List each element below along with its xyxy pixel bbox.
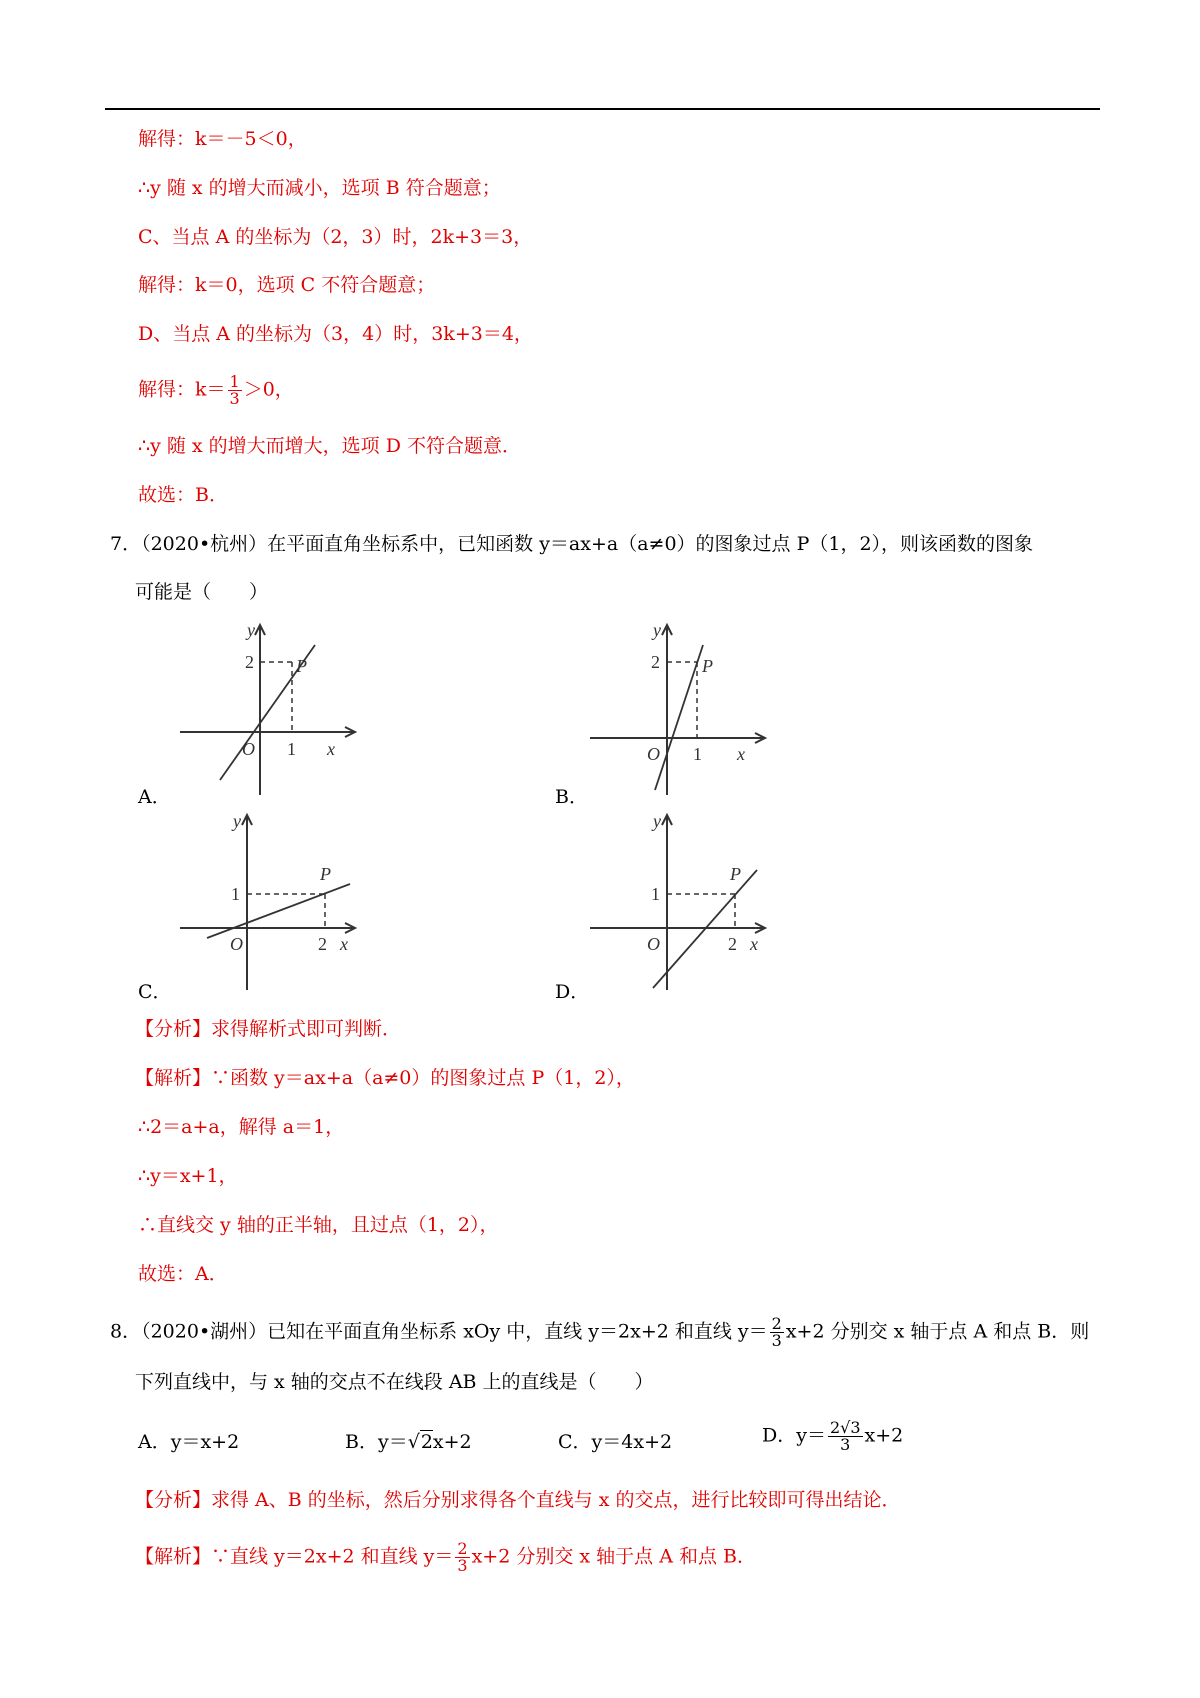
q8-solution-line-1 <box>135 1541 756 1574</box>
q7-solution-line-5: 故选：A． <box>138 1263 228 1285</box>
frac-den: 3 <box>771 1331 782 1350</box>
q6-solution-line-4: 解得：k＝0，选项 C 不符合题意； <box>138 274 436 296</box>
frac-num: 2√3 <box>829 1418 861 1437</box>
fraction-two-thirds <box>770 1316 784 1349</box>
q7-option-a-label[interactable]: A． <box>138 786 171 808</box>
q6-solution-line-2: ∴y 随 x 的增大而减小，选项 B 符合题意； <box>138 177 501 199</box>
sqrt-symbol: √ <box>407 1431 420 1453</box>
header-rule <box>105 108 1100 110</box>
axis-x-label: x <box>750 934 758 954</box>
sqrt-radicand: 2 <box>420 1431 433 1453</box>
axis-x-label: x <box>327 739 335 759</box>
q8-option-b[interactable] <box>345 1428 472 1456</box>
point-label: P <box>730 864 741 884</box>
q7-analysis: 【分析】求得解析式即可判断． <box>135 1018 402 1040</box>
q6-solution-line-7: ∴y 随 x 的增大而增大，选项 D 不符合题意． <box>138 435 521 457</box>
q6-solution-line-5: D、当点 A 的坐标为（3，4）时，3k+3＝4， <box>138 323 533 345</box>
q7-option-b-label[interactable]: B． <box>555 786 588 808</box>
q6-line6-prefix: 解得：k＝ <box>138 378 226 401</box>
axis-x-label: x <box>340 934 348 954</box>
q6-solution-line-8: 故选：B． <box>138 484 228 506</box>
tick-x-label: 2 <box>318 934 327 954</box>
q8-option-c[interactable]: C．y＝4x+2 <box>558 1431 673 1453</box>
tick-x-label: 1 <box>693 744 702 764</box>
graph-option-b <box>585 620 775 800</box>
fraction-two-thirds <box>455 1541 469 1574</box>
axis-y-label: y <box>653 620 661 640</box>
q8-option-b-prefix: B．y＝ <box>345 1431 408 1453</box>
fraction-two-root3-over-3 <box>828 1420 863 1453</box>
tick-y-label: 2 <box>245 652 254 672</box>
q6-line6-suffix: ＞0， <box>243 378 294 401</box>
fraction-one-third <box>228 374 242 407</box>
q8-option-a[interactable]: A．y＝x+2 <box>138 1431 240 1453</box>
q7-solution-line-4: ∴直线交 y 轴的正半轴，且过点（1，2）， <box>138 1214 499 1236</box>
tick-x-label: 2 <box>728 934 737 954</box>
origin-label: O <box>230 934 243 954</box>
graph-option-a <box>175 620 365 800</box>
q8-stem-suffix: x+2 分别交 x 轴于点 A 和点 B．则 <box>785 1320 1090 1343</box>
tick-y-label: 1 <box>231 884 240 904</box>
q8-option-d-prefix: D．y＝ <box>762 1424 826 1447</box>
point-label: P <box>320 864 331 884</box>
tick-x-label: 1 <box>287 739 296 759</box>
graph-line <box>655 645 703 790</box>
axis-y-label: y <box>653 811 661 831</box>
q8-option-d-suffix: x+2 <box>864 1424 904 1447</box>
q7-solution-line-1: 【解析】∵函数 y＝ax+a（a≠0）的图象过点 P（1，2）， <box>135 1067 635 1089</box>
graph-line <box>207 884 350 938</box>
q8-stem-line-1 <box>110 1316 1089 1349</box>
graph-option-d <box>585 810 775 995</box>
tick-y-label: 1 <box>651 884 660 904</box>
q7-stem-line-2: 可能是（ ） <box>135 581 269 603</box>
q7-option-d-label[interactable]: D． <box>555 981 590 1003</box>
point-label: P <box>702 656 713 676</box>
q8-stem-line-2: 下列直线中，与 x 轴的交点不在线段 AB 上的直线是（ ） <box>135 1371 654 1393</box>
q8-option-d[interactable] <box>762 1420 903 1453</box>
q8-solution-prefix: 【解析】∵直线 y＝2x+2 和直线 y＝ <box>135 1545 454 1568</box>
frac-num: 1 <box>229 372 240 391</box>
q8-option-b-suffix: x+2 <box>432 1431 472 1453</box>
origin-label: O <box>647 934 660 954</box>
frac-num: 2 <box>771 1314 782 1333</box>
q6-solution-line-1: 解得：k＝－5＜0， <box>138 128 307 150</box>
q6-solution-line-6 <box>138 374 294 407</box>
q7-option-c-label[interactable]: C． <box>138 981 172 1003</box>
q7-solution-line-3: ∴y＝x+1， <box>138 1165 238 1187</box>
q6-solution-line-3: C、当点 A 的坐标为（2，3）时，2k+3＝3， <box>138 226 533 248</box>
frac-den: 3 <box>457 1556 468 1575</box>
q8-analysis: 【分析】求得 A、B 的坐标，然后分别求得各个直线与 x 的交点，进行比较即可得出结论． <box>135 1489 901 1511</box>
origin-label: O <box>242 739 255 759</box>
tick-y-label: 2 <box>651 652 660 672</box>
axis-x-label: x <box>737 744 745 764</box>
frac-den: 3 <box>229 389 240 408</box>
origin-label: O <box>647 744 660 764</box>
axis-y-label: y <box>247 620 255 640</box>
graph-option-c <box>175 810 365 995</box>
q7-stem-line-1: 7．（2020•杭州）在平面直角坐标系中，已知函数 y＝ax+a（a≠0）的图象过点 P（1，2），则该函数的图象 <box>110 533 1034 555</box>
frac-den: 3 <box>840 1435 851 1454</box>
q8-stem-prefix: 8．（2020•湖州）已知在平面直角坐标系 xOy 中，直线 y＝2x+2 和直线 y＝ <box>110 1320 768 1343</box>
q7-solution-line-2: ∴2＝a+a，解得 a＝1， <box>138 1116 345 1138</box>
frac-num: 2 <box>457 1539 468 1558</box>
q8-solution-suffix: x+2 分别交 x 轴于点 A 和点 B． <box>471 1545 756 1568</box>
axis-y-label: y <box>233 811 241 831</box>
point-label: P <box>296 656 307 676</box>
